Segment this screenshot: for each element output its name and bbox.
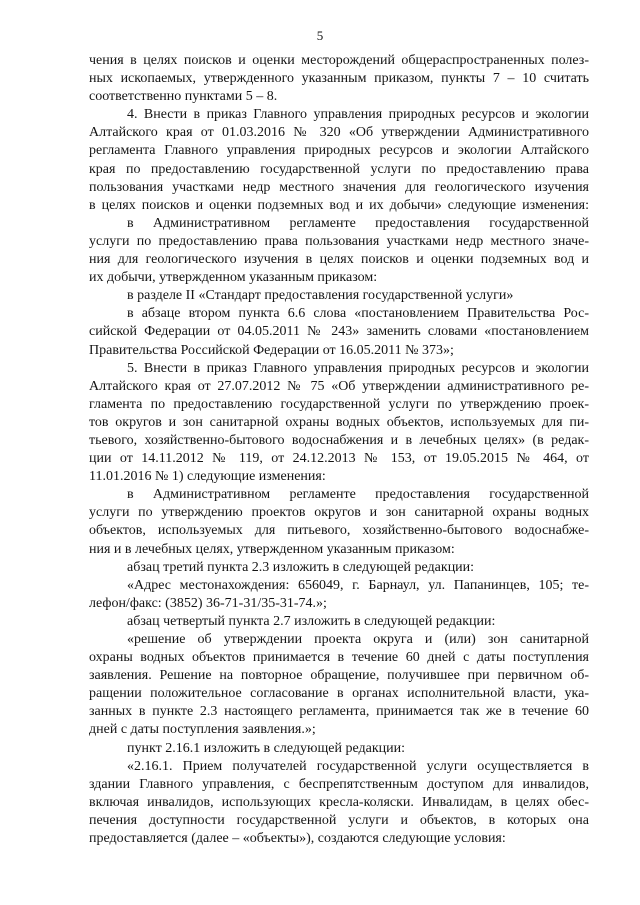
text-line: ния и в лечебных целях, утвержденном указанным приказом: <box>89 541 455 557</box>
text-line: услуги по предоставлению права пользования участками недр местного значе- <box>89 233 589 249</box>
text-line: Алтайского края от 27.07.2012 № 75 «Об утверждении административного ре- <box>89 378 589 394</box>
text-line: в разделе II «Стандарт предоставления государственной услуги» <box>127 288 514 304</box>
text-line: их добычи, утвержденном указанным приказом: <box>89 270 378 286</box>
text-line: 11.01.2016 № 1) следующие изменения: <box>89 469 326 485</box>
text-line: в Административном регламенте предоставления государственной <box>127 215 589 231</box>
text-line: абзац третий пункта 2.3 изложить в следующей редакции: <box>127 559 475 575</box>
text-line: ращении положительное согласование в органах исполнительной власти, ука- <box>89 686 589 702</box>
text-line: сийской Федерации от 04.05.2011 № 243» заменить словами «постановлением <box>89 324 589 340</box>
text-line: в целях поисков и оценки подземных вод и их добычи» следующие изменения: <box>89 197 589 213</box>
text-line: здании Главного управления, с беспрепятственным доступом для инвалидов, <box>89 776 589 792</box>
text-line: в абзаце втором пункта 6.6 слова «постановлением Правительства Рос- <box>127 306 589 322</box>
text-line: охраны водных объектов принимается в течение 60 дней с даты поступления <box>89 650 589 666</box>
text-line: услуги по утверждению проектов округов и зон санитарной охраны водных <box>89 505 589 521</box>
text-line: абзац четвертый пункта 2.7 изложить в следующей редакции: <box>127 613 496 629</box>
page-number: 5 <box>316 28 324 43</box>
text-line: «Адрес местонахождения: 656049, г. Барнаул, ул. Папанинцев, 105; те- <box>127 577 589 593</box>
text-line: тьевого, хозяйственно-бытового водоснабжения и в лечебных целях» (в редак- <box>89 432 589 448</box>
text-line: ции от 14.11.2012 № 119, от 24.12.2013 № 153, от 19.05.2015 № 464, от <box>89 451 589 467</box>
text-line: регламента Главного управления природных ресурсов и экологии Алтайского <box>89 143 589 159</box>
text-line: ных ископаемых, утвержденного указанным приказом, пункты 7 – 10 считать <box>89 71 589 87</box>
text-line: печения доступности государственной услуги и объектов, в которых она <box>89 812 589 828</box>
text-line: в Административном регламенте предоставления государственной <box>127 487 589 503</box>
text-line: ния для геологического изучения в целях поисков и оценки подземных вод и <box>89 252 589 268</box>
text-line: пункт 2.16.1 изложить в следующей редакции: <box>127 740 405 756</box>
text-line: заявления. Решение на повторное обращение, получившее при первичном об- <box>89 668 589 684</box>
text-line: занных в пункте 2.3 настоящего регламента, принимается так же в течение 60 <box>89 704 589 720</box>
text-line: Правительства Российской Федерации от 16.05.2011 № 373»; <box>89 342 454 358</box>
text-line: Алтайского края от 01.03.2016 № 320 «Об утверждении Административного <box>89 125 589 141</box>
text-line: 4. Внести в приказ Главного управления природных ресурсов и экологии <box>127 107 589 123</box>
text-line: включая инвалидов, использующих кресла-коляски. Инвалидам, в целях обес- <box>89 794 589 810</box>
document-body <box>89 52 589 848</box>
text-line: дней с даты поступления заявления.»; <box>89 722 316 738</box>
text-line: объектов, используемых для питьевого, хозяйственно-бытового водоснабже- <box>89 523 589 539</box>
text-line: пользования участками недр местного значения для геологического изучения <box>89 179 589 195</box>
text-line: предоставляется (далее – «объекты»), создаются следующие условия: <box>89 831 506 847</box>
text-line: «2.16.1. Прием получателей государственной услуги осуществляется в <box>127 758 589 774</box>
text-line: края по предоставлению государственной услуги по предоставлению права <box>89 161 589 177</box>
text-line: соответственно пунктами 5 – 8. <box>89 89 278 105</box>
text-line: чения в целях поисков и оценки месторождений общераспространенных полез- <box>89 53 589 68</box>
text-line: тов округов и зон санитарной охраны водных объектов, используемых для пи- <box>89 414 589 430</box>
text-line: 5. Внести в приказ Главного управления природных ресурсов и экологии <box>127 360 589 376</box>
text-line: гламента по предоставлению государственной услуги по утверждению проек- <box>89 396 589 412</box>
text-line: «решение об утверждении проекта округа и (или) зон санитарной <box>127 632 589 647</box>
text-line: лефон/факс: (3852) 36-71-31/35-31-74.»; <box>89 595 327 611</box>
